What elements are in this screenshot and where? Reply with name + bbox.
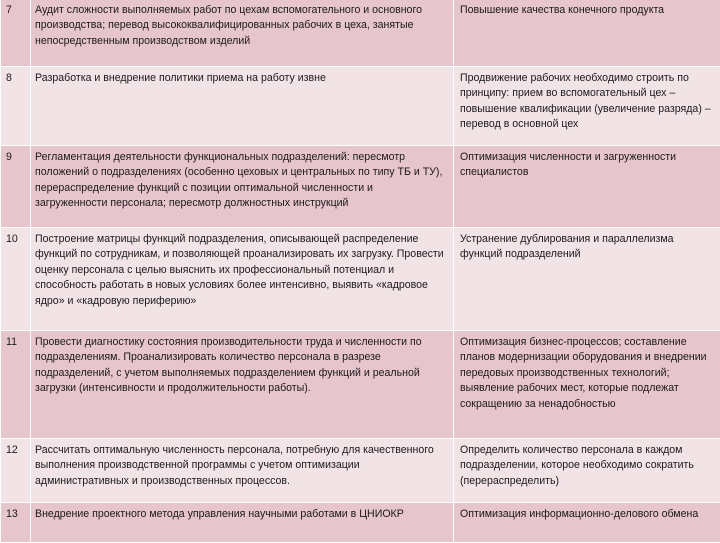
result-cell: Повышение качества конечного продукта — [454, 0, 720, 67]
result-cell: Оптимизация численности и загруженности специалистов — [454, 146, 720, 228]
result-cell: Оптимизация информационно-делового обмена — [454, 503, 720, 543]
measure-cell: Рассчитать оптимальную численность персонала, потребную для качественного выполнения производственной программы с учетом оптимизации административных и производственных процессов. — [31, 439, 454, 503]
row-number: 10 — [1, 228, 31, 331]
result-cell: Определить количество персонала в каждом подразделении, которое необходимо сократить (перераспределить) — [454, 439, 720, 503]
result-cell: Оптимизация бизнес-процессов; составление планов модернизации оборудования и внедрении передовых производственных технологий; выявление рабочих мест, которые подлежат сокращению за ненадобностью — [454, 331, 720, 439]
result-cell: Продвижение рабочих необходимо строить по принципу: прием во вспомогательный цех – повышение квалификации (увеличение разряда) – перевод в основной цех — [454, 67, 720, 146]
measure-cell: Построение матрицы функций подразделения, описывающей распределение функций по сотрудникам, и позволяющей проанализировать их загрузку. Провести оценку персонала с целью выяснить их профессиональный потенциал и способность работать в новых условиях более интенсивно, выявить «кадровое ядро» и «кадровую периферию» — [31, 228, 454, 331]
table-row — [1, 0, 720, 67]
measure-cell: Аудит сложности выполняемых работ по цехам вспомогательного и основного производства; перевод высококвалифицированных рабочих в цеха, занятые непосредственным производством изделий — [31, 0, 454, 67]
measure-cell: Разработка и внедрение политики приема на работу извне — [31, 67, 454, 146]
row-number: 13 — [1, 503, 31, 543]
measure-cell: Провести диагностику состояния производительности труда и численности по подразделениям. Проанализировать количество персонала в разрезе подразделений, с учетом выполняемых подразделением функций и реальной загрузки (интенсивности и продолжительности работы). — [31, 331, 454, 439]
table-row — [1, 67, 720, 146]
table-row — [1, 228, 720, 331]
table-row — [1, 331, 720, 439]
measure-cell: Внедрение проектного метода управления научными работами в ЦНИОКР — [31, 503, 454, 543]
table-row — [1, 503, 720, 543]
row-number: 9 — [1, 146, 31, 228]
row-number: 8 — [1, 67, 31, 146]
result-cell: Устранение дублирования и параллелизма функций подразделений — [454, 228, 720, 331]
measure-cell: Регламентация деятельности функциональных подразделений: пересмотр положений о подразделениях (особенно цеховых и центральных по типу ТБ и ТУ), перераспределение функций с позиции оптимальной численности и загруженности персонала; пересмотр должностных инструкций — [31, 146, 454, 228]
row-number: 7 — [1, 0, 31, 67]
table-row — [1, 439, 720, 503]
table-row — [1, 146, 720, 228]
row-number: 12 — [1, 439, 31, 503]
row-number: 11 — [1, 331, 31, 439]
